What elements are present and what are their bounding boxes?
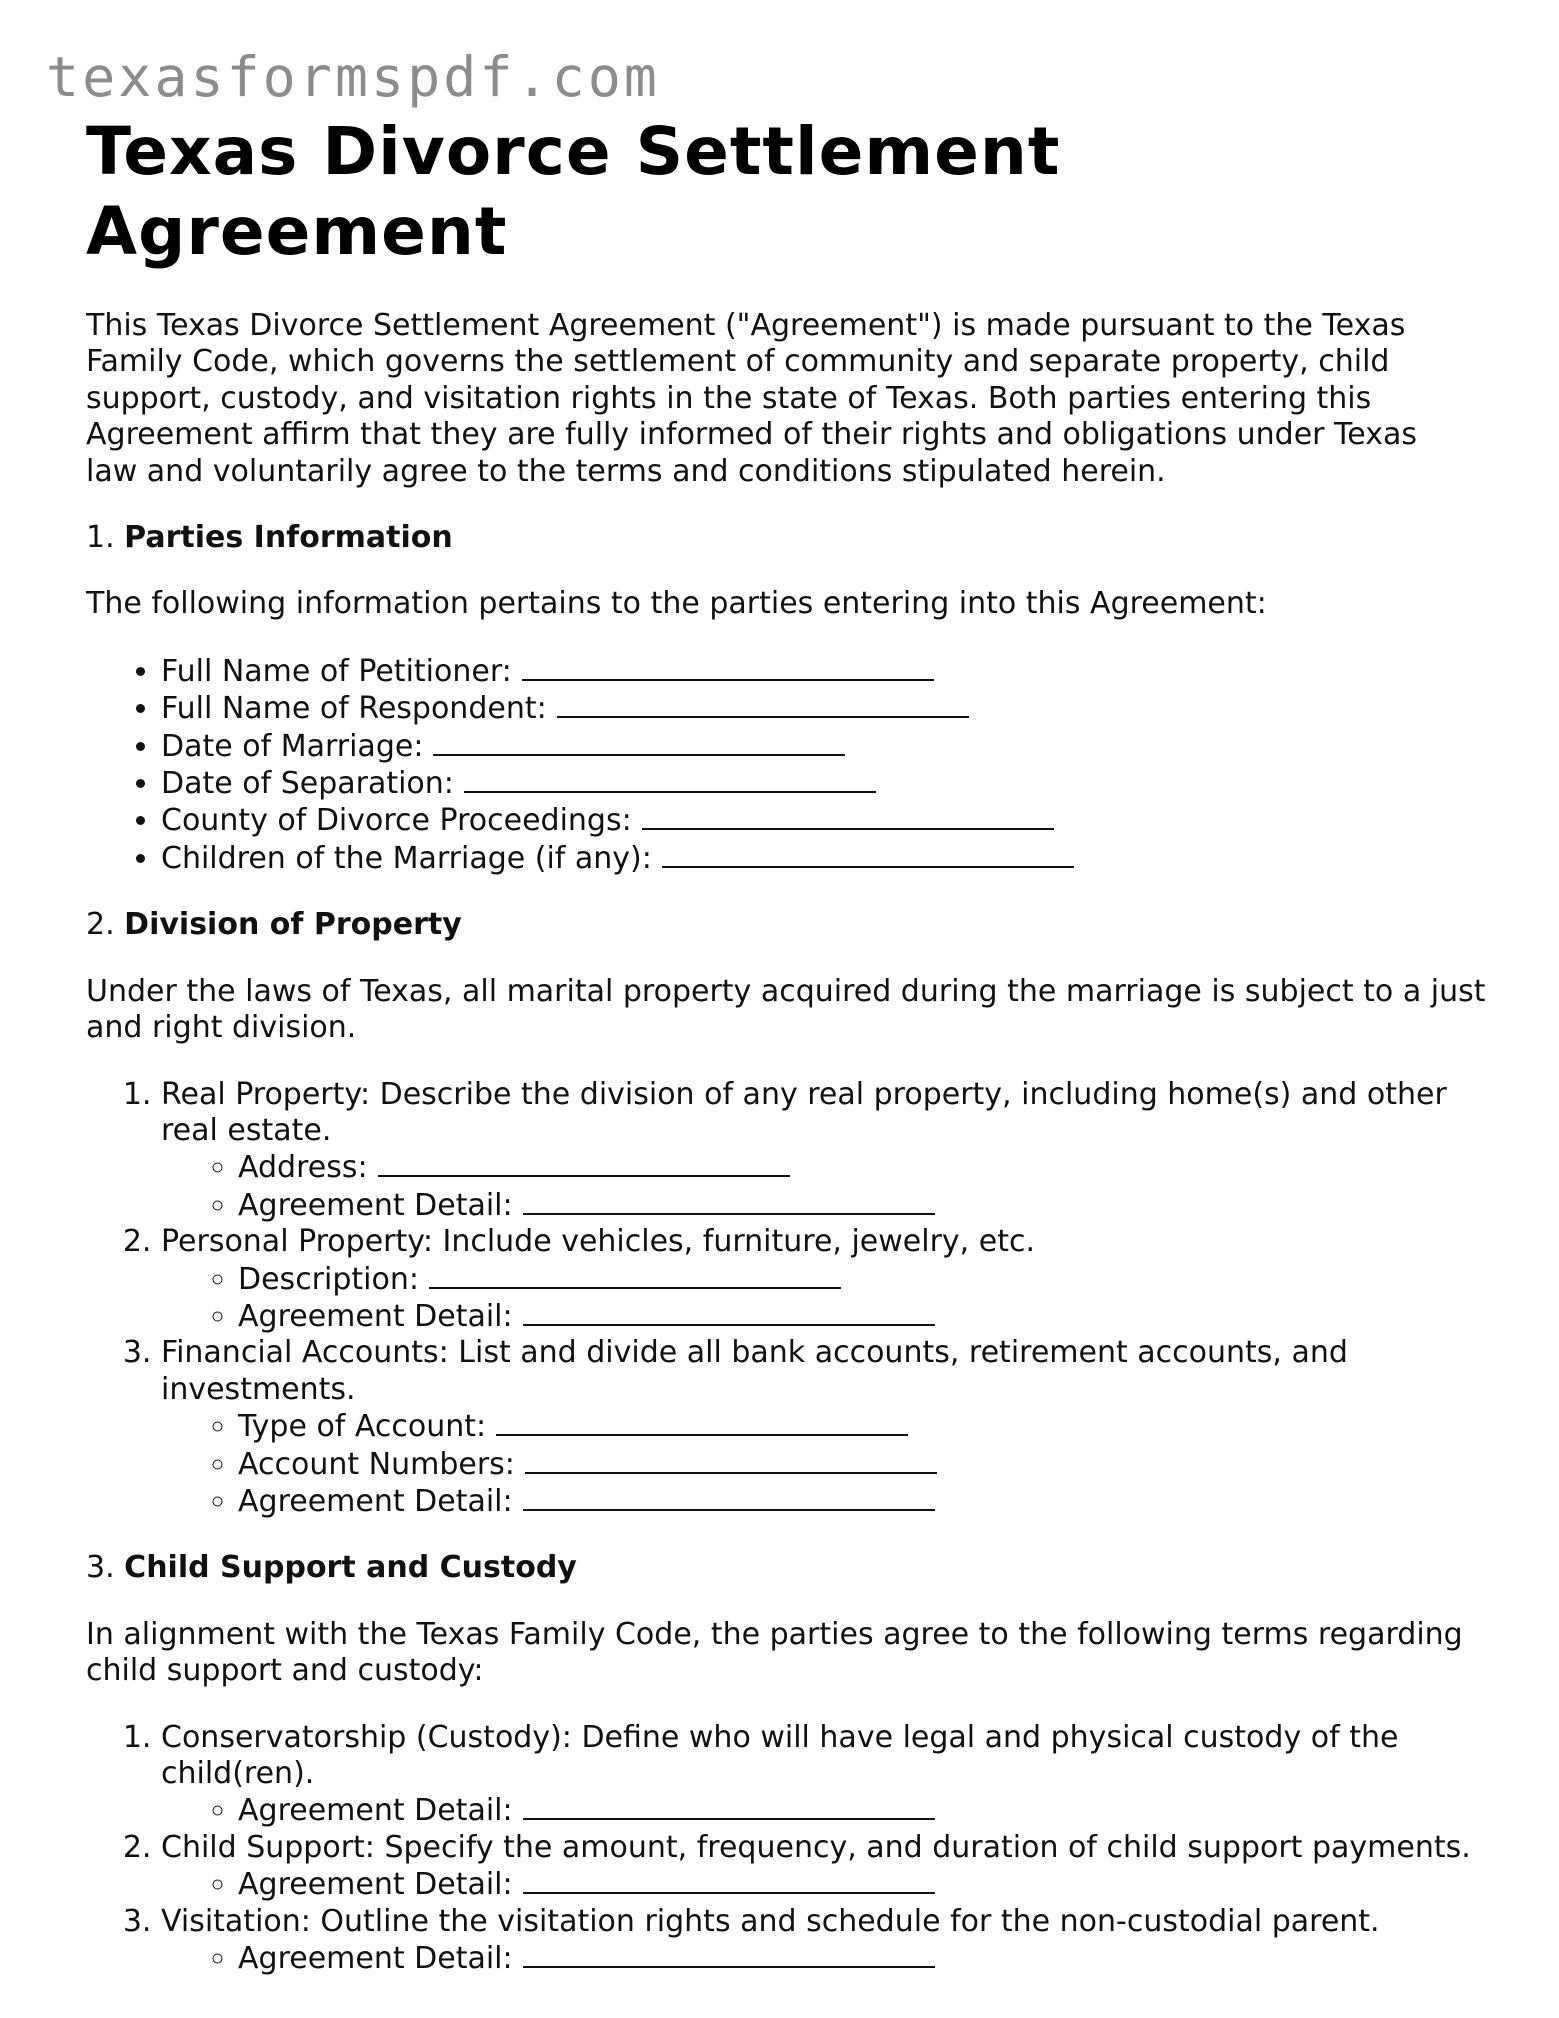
blank-line[interactable] [522,653,934,681]
list-item [161,802,1486,839]
field-label: Full Name of Petitioner: [161,653,512,689]
section-number: 1. [86,520,115,556]
blank-line[interactable] [523,1940,935,1968]
field-label: Full Name of Respondent: [161,691,547,727]
sub-field-list [161,1408,1486,1520]
field-label: Date of Marriage: [161,728,424,764]
section-lead: The following information pertains to the parties entering into this Agreement: [86,586,1267,622]
item-text: Conservatorship (Custody): Define who will have legal and physical custody of the child(ren). [161,1719,1399,1791]
document-title: Texas Divorce Settlement Agreement [86,113,1061,270]
item-text: Financial Accounts: List and divide all bank accounts, retirement accounts, and investments. [161,1335,1348,1407]
watermark: texasformspdf.com [46,45,660,109]
sub-list-item [238,1446,1486,1483]
blank-line[interactable] [525,1446,937,1474]
list-item [161,690,1486,727]
list-item [161,765,1486,802]
field-label: Agreement Detail: [238,1941,513,1977]
item-text: Personal Property: Include vehicles, furniture, jewelry, etc. [161,1224,1035,1260]
sub-list-item [238,1408,1486,1445]
sub-list-item [238,1792,1486,1829]
sub-list-item [238,1483,1486,1520]
field-label: Address: [238,1150,368,1186]
section-lead: Under the laws of Texas, all marital property acquired during the marriage is subject to a just and right division. [86,973,1486,1046]
section-number: 3. [86,1550,115,1586]
document-page [86,112,1486,1977]
sub-list-item [238,1866,1486,1903]
sub-list-item [238,1298,1486,1335]
section-lead: In alignment with the Texas Family Code, the parties agree to the following terms regarding child support and custody: [86,1616,1463,1689]
sub-field-list [161,1792,1486,1829]
section-heading [86,907,1486,943]
blank-line[interactable] [464,765,876,793]
section-title: Division of Property [124,907,462,943]
list-item [161,1224,1486,1335]
blank-line[interactable] [662,840,1074,868]
blank-line[interactable] [523,1483,935,1511]
list-item [161,1830,1486,1904]
blank-line[interactable] [523,1187,935,1215]
item-text: Child Support: Specify the amount, frequency, and duration of child support payments. [161,1829,1471,1865]
property-list [86,1077,1486,1521]
custody-list [86,1720,1486,1978]
sub-list-item [238,1187,1486,1224]
blank-line[interactable] [523,1792,935,1820]
sub-list-item [238,1940,1486,1977]
blank-line[interactable] [642,802,1054,830]
section-title: Parties Information [124,520,453,556]
field-label: Agreement Detail: [238,1793,513,1829]
sub-list-item [238,1261,1486,1298]
blank-line[interactable] [433,728,845,756]
field-label: Date of Separation: [161,766,454,802]
section-number: 2. [86,907,115,943]
section-heading [86,520,1486,556]
section-heading [86,1550,1486,1586]
list-item [161,1904,1486,1978]
blank-line[interactable] [557,690,969,718]
field-label: County of Divorce Proceedings: [161,803,632,839]
intro-paragraph: This Texas Divorce Settlement Agreement ("Agreement") is made pursuant to the Texas Family Code, which governs the settlement of community and separate property, child support, custody, and visitation rights in the state of Texas. Both parties entering this Agreement affirm that they are fully informed of their rights and obligations under Texas law and voluntarily agree to the terms and conditions stipulated herein. [86,308,1417,489]
list-item [161,1335,1486,1520]
blank-line[interactable] [429,1261,841,1289]
blank-line[interactable] [496,1408,908,1436]
parties-field-list [86,653,1486,877]
blank-line[interactable] [523,1298,935,1326]
field-label: Agreement Detail: [238,1298,513,1334]
field-label: Children of the Marriage (if any): [161,840,652,876]
item-text: Visitation: Outline the visitation rights and schedule for the non-custodial parent. [161,1903,1380,1939]
list-item [161,840,1486,877]
item-text: Real Property: Describe the division of any real property, including home(s) and other real estate. [161,1076,1447,1148]
field-label: Description: [238,1261,419,1297]
sub-field-list [161,1940,1486,1977]
list-item [161,1720,1486,1830]
blank-line[interactable] [523,1866,935,1894]
sub-field-list [161,1149,1486,1224]
list-item [161,653,1486,690]
field-label: Agreement Detail: [238,1483,513,1519]
field-label: Type of Account: [238,1409,487,1445]
list-item [161,728,1486,765]
blank-line[interactable] [378,1149,790,1177]
sub-field-list [161,1261,1486,1336]
field-label: Agreement Detail: [238,1867,513,1903]
field-label: Agreement Detail: [238,1187,513,1223]
list-item [161,1077,1486,1225]
sub-field-list [161,1866,1486,1903]
field-label: Account Numbers: [238,1446,515,1482]
sub-list-item [238,1149,1486,1186]
section-title: Child Support and Custody [124,1550,577,1586]
